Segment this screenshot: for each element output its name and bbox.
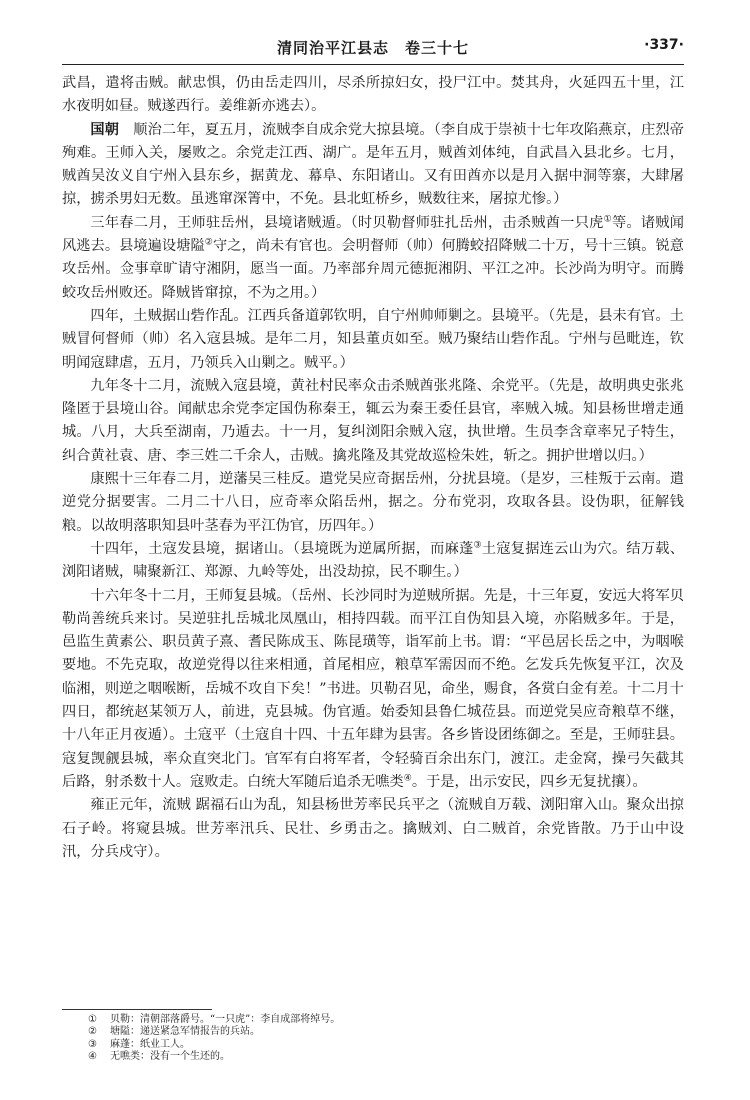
footnote-mark: ③ — [88, 1038, 97, 1050]
paragraph-text: 十六年冬十二月，王师复县城。（岳州、长沙同时为逆贼所据。先是，十三年夏，安远大将军贝勒尚善统兵来讨。吴逆驻扎岳城北凤凰山，相持四载。而平江自伪知县入境，亦陷贼多年。于是，邑监生黄素公、职员黄子熹、耆民陈成玉、陈昆璜等，诣军前上书。谓：“平邑居长岳之中，为咽喉要地。不先克取，故逆党得以往来相通，首尾相应，粮草军需因而不绝。乞发兵先恢复平江，次及临湘，则逆之咽喉断，岳城不攻自下矣！”书进。贝勒召见，命坐，赐食，各赏白金有差。十二月十四日，都统赵某领万人，前进，克县城。伪官遁。始委知县鲁仁城莅县。而逆党吴应奇粮草不继，十八年正月夜遁）。土寇平（土寇自十四、十五年肆为县害。各乡皆设团练御之。至是，王师驻县。寇复觊觎县城，率众直突北门。官军有白将军者，令轻骑百余出东门，渡江。走金窝，操弓矢截其后路，射杀数十人。寇败走。白统大军随后追杀无噍类 — [62, 587, 684, 790]
paragraph-continuation — [62, 72, 684, 119]
body-text — [62, 72, 684, 864]
footnote-text: 塘隘：递送紧急军情报告的兵站。 — [110, 1026, 260, 1038]
paragraph-text: 土寇复据连云山为穴。结万载、浏阳诸贼，啸聚新江、郑源、九岭等处，出没劫掠，民不聊生。） — [62, 540, 685, 581]
footnote-text: 麻蓬：纸业工人。 — [110, 1038, 190, 1050]
running-title: 清同治平江县志 卷三十七 — [276, 39, 469, 57]
paragraph-text: 等。诸贼闻风逃去。县境遍设塘隘 — [62, 214, 685, 255]
paragraph-kangxi-14 — [62, 538, 684, 585]
footnote-ref: ③ — [473, 540, 482, 551]
footnote-item — [88, 1051, 678, 1063]
paragraph-text: 四年，土贼据山砦作乱。江西兵备道郭钦明，自宁州帅师剿之。县境平。（先是，县未有官。土贼冒何督师（帅）名入寇县城。是年二月，知县董贞如至。贼乃聚结山砦作乱。宁州与邑毗连，钦明闻寇肆虐，五月，乃领兵入山剿之。贼平。） — [62, 307, 684, 371]
footnote-rule — [62, 1009, 212, 1010]
paragraph-text: 顺治二年，夏五月，流贼李自成余党大掠县境。（李自成于崇祯十七年攻陷燕京，庄烈帝殉难。王师入关，屡败之。余党走江西、湖广。是年五月，贼酋刘体纯，自武昌入县北乡。七月，贼酋吴汝义自宁州入县东乡，据黄龙、幕阜、东阳诸山。又有田酋亦以是月入据中洞等寨，大肆屠掠，掳杀男妇无数。虽逃窜深箐中，不免。县北虹桥乡，贼数往来，屠掠尤惨。） — [62, 121, 684, 208]
paragraph-shunzhi-3 — [62, 212, 684, 305]
paragraph-text: 九年冬十二月，流贼入寇县境，黄社村民率众击杀贼酋张兆隆、余党平。（先是，故明典史张兆隆匿于县境山谷。闻献忠余党李定国伪称秦王，辄云为秦王委任县官，率贼入城。知县杨世增走通城。八月，大兵至湖南，乃遁去。十一月，复纠浏阳余贼入寇，执世增。生员李含章率兄子特生，纠合黄社袁、唐、李三姓二千余人，击贼。擒兆隆及其党故巡检朱姓，斩之。拥护世增以归。） — [62, 377, 684, 464]
footnote-ref: ② — [204, 237, 213, 248]
page-number: ·337· — [644, 37, 684, 53]
footnote-text: 贝勒：清朝部落爵号。“一只虎”：李自成部将绰号。 — [110, 1014, 341, 1025]
footnote-text: 无噍类：没有一个生还的。 — [110, 1051, 230, 1063]
paragraph-text: 。于是，出示安民，四乡无复扰攘）。 — [411, 773, 647, 790]
section-lead: 国朝 — [90, 121, 119, 138]
paragraph-shunzhi-2 — [62, 119, 684, 212]
footnotes — [88, 1014, 678, 1064]
paragraph-shunzhi-4 — [62, 305, 684, 375]
running-header — [62, 37, 684, 61]
footnote-item — [88, 1026, 678, 1038]
paragraph-text: 十四年，土寇发县境，据诸山。（县境既为逆属所据，而麻蓬 — [90, 540, 474, 557]
footnote-item — [88, 1039, 678, 1051]
footnote-mark: ④ — [88, 1051, 97, 1063]
paragraph-text: 武昌，遣将击贼。献忠惧，仍由岳走四川，尽杀所掠妇女，投尸江中。焚其舟，火延四五十里，江水夜明如昼。贼遂西行。姜维新亦逃去）。 — [62, 75, 684, 115]
paragraph-shunzhi-9 — [62, 375, 684, 468]
paragraph-kangxi-16 — [62, 585, 684, 795]
paragraph-text: 雍正元年，流贼 踞福石山为乱，知县杨世芳率民兵平之（流贼自万载、浏阳窜入山。聚众出掠石子岭。将窥县城。世芳率汛兵、民壮、乡勇击之。擒贼刘、白二贼首，余党皆散。乃于山中设汛，分兵戍守）。 — [62, 797, 684, 860]
paragraph-yongzheng-1 — [62, 794, 684, 864]
paragraph-text: 三年春二月，王师驻岳州，县境诸贼遁。（时贝勒督师驻扎岳州，击杀贼酋一只虎 — [90, 214, 604, 231]
paragraph-text: 康熙十三年春二月，逆藩吴三桂反。遣党吴应奇据岳州，分扰县境。（是岁，三桂叛于云南。遣逆党分据要害。二月二十八日，应奇率众陷岳州，据之。分布党羽，攻取各县。设伪职，征解钱粮。以故明落职知县叶茎春为平江伪官，历四年。） — [62, 471, 684, 534]
footnote-mark: ② — [88, 1026, 97, 1038]
footnote-ref: ④ — [403, 773, 412, 784]
paragraph-kangxi-13 — [62, 468, 684, 538]
footnote-mark: ① — [88, 1014, 97, 1025]
header-rule — [62, 64, 684, 65]
footnote-ref: ① — [603, 214, 612, 225]
footnote-item — [88, 1014, 678, 1026]
paragraph-text: 守之，尚未有官也。会明督师（帅）何腾蛟招降贼二十万，号十三镇。锐意攻岳州。佥事章旷请守湘阴，愿当一面。乃率部弁周元德扼湘阴、平江之冲。长沙尚为明守。而腾蛟攻岳州败还。降贼皆窜掠，不为之用。） — [62, 238, 684, 301]
